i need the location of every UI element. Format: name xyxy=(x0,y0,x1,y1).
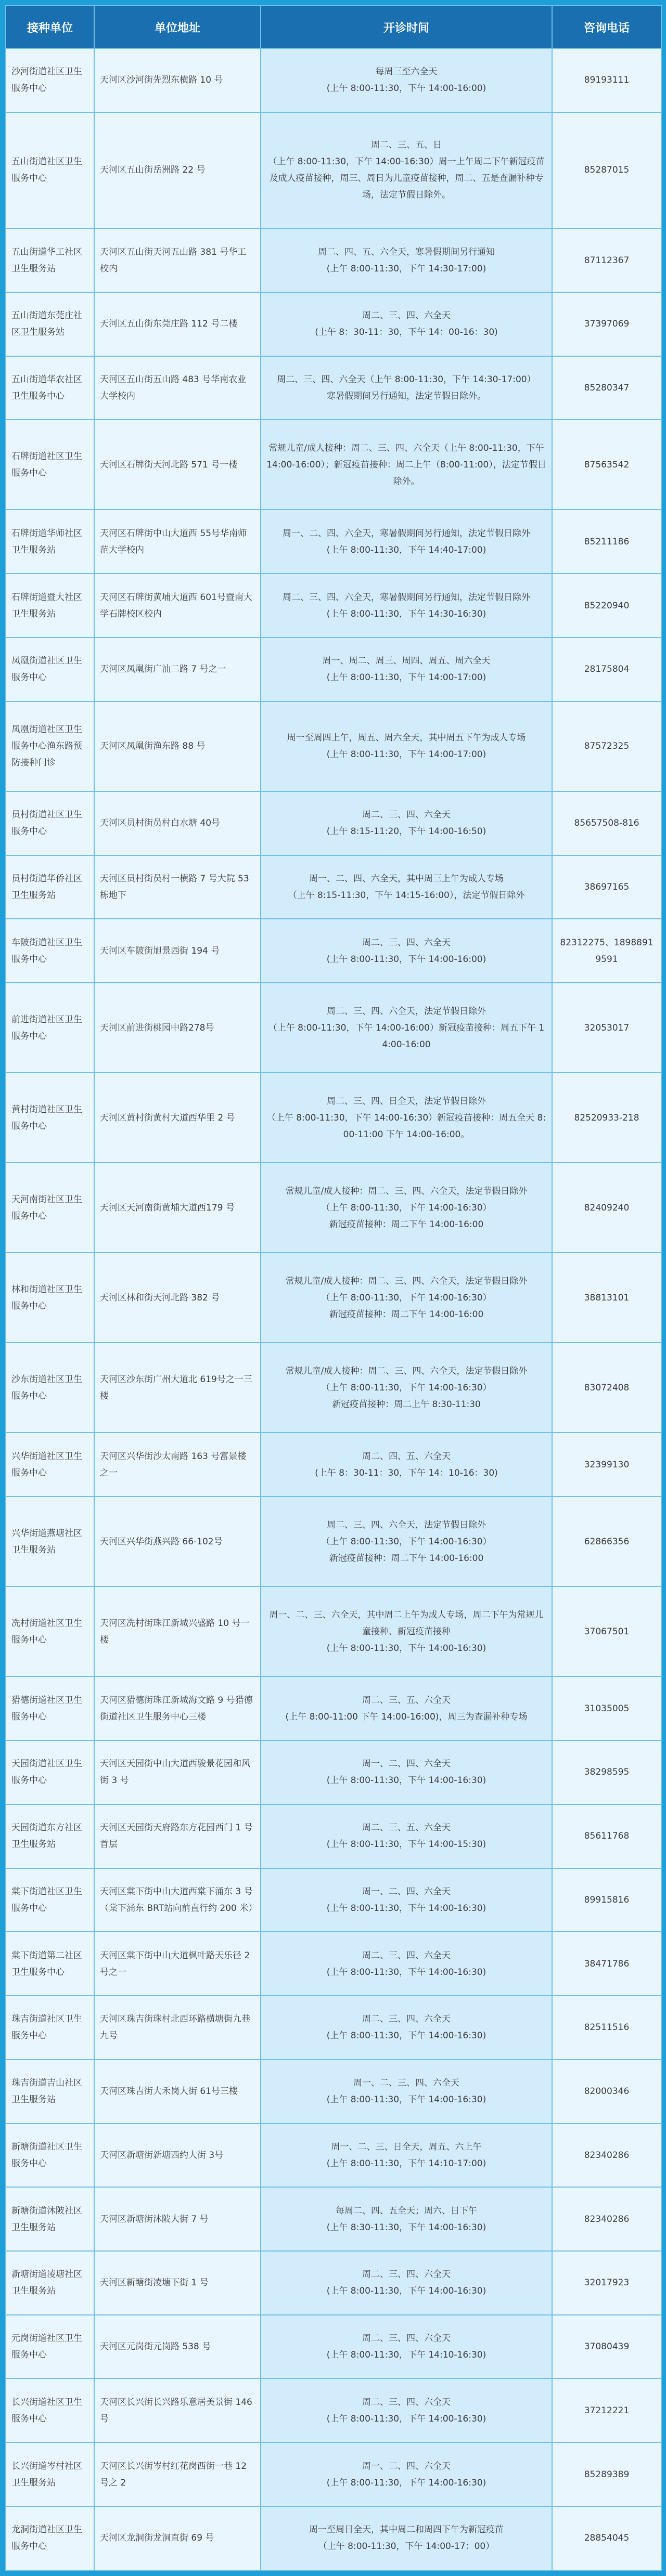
cell-address: 天河区林和街天河北路 382 号 xyxy=(94,1253,261,1343)
hours-line: （上午 8:00-11:30，下午 14:00-16:30） xyxy=(321,1382,492,1393)
hours-line: (上午 8:00-11:30，下午 14:00-16:30) xyxy=(326,1967,486,1977)
hours-line: 周二、三、四、六全天，法定节假日除外 xyxy=(327,1006,486,1017)
cell-address: 天河区兴华街沙太南路 163 号富景楼之一 xyxy=(94,1433,261,1497)
cell-address: 天河区凤凰街广汕二路 7 号之一 xyxy=(94,638,261,701)
cell-address: 天河区员村街员村一横路 7 号大院 53 栋地下 xyxy=(94,855,261,919)
hours-line: 周一、二、三、四、六全天 xyxy=(353,2078,459,2089)
hours-line: (上午 8:00-11:30，下午 14:30-16:30) xyxy=(326,608,486,619)
cell-unit: 黄村街道社区卫生服务中心 xyxy=(6,1073,94,1163)
hours-line: 周二、四、五、六全天，寒暑假期间另行通知 xyxy=(318,246,495,257)
cell-address: 天河区五山街东莞庄路 112 号二楼 xyxy=(94,292,261,356)
cell-hours xyxy=(261,292,552,356)
cell-address: 天河区棠下街中山大道枫叶路天乐径 2 号之一 xyxy=(94,1932,261,1996)
cell-phone: 85287015 xyxy=(552,112,661,228)
cell-hours xyxy=(261,228,552,292)
cell-unit: 珠吉街道吉山社区卫生服务站 xyxy=(6,2060,94,2124)
cell-hours xyxy=(261,983,552,1073)
cell-phone: 37397069 xyxy=(552,292,661,356)
hours-line: (上午 8:00-11:30，下午 14:10-16:30) xyxy=(326,2350,486,2361)
cell-address: 天河区新塘街新塘西约大街 3号 xyxy=(94,2124,261,2188)
cell-hours xyxy=(261,1740,552,1804)
cell-hours xyxy=(261,2315,552,2379)
table-row xyxy=(6,112,661,228)
hours-line: 新冠疫苗接种：周二上午 8:30-11:30 xyxy=(332,1399,481,1410)
table-row xyxy=(6,2060,661,2124)
table-row xyxy=(6,1996,661,2060)
cell-hours xyxy=(261,1253,552,1343)
hours-line: (上午 8:00-11:30，下午 14:00-16:30) xyxy=(326,2286,486,2297)
table-row xyxy=(6,228,661,292)
hours-line: 常规儿童/成人接种：周二、三、四、六全天，法定节假日除外 xyxy=(285,1365,528,1376)
hours-line: 周二、三、四、六全天 xyxy=(362,2333,451,2344)
hours-line: 常规儿童/成人接种：周二、三、四、六全天（上午 8:00-11:30，下午 14:00-16:00）；新冠疫苗接种：周二上午（8:00-11:00），法定节假日除外。 xyxy=(266,443,546,487)
cell-hours xyxy=(261,2187,552,2251)
cell-address: 天河区石牌街天河北路 571 号一楼 xyxy=(94,420,261,510)
hours-line: 周一、二、四、六全天 xyxy=(362,1886,451,1897)
table-row xyxy=(6,919,661,983)
hours-line: (上午 8:00-11:30，下午 14:00-16:00) xyxy=(326,83,486,94)
table-row xyxy=(6,1932,661,1996)
cell-phone: 83072408 xyxy=(552,1343,661,1433)
hours-line: (上午 8:00-11:30，下午 14:40-17:00) xyxy=(326,544,486,555)
hours-line: 周二、三、四、六全天 xyxy=(362,2269,451,2280)
header-phone: 咨询电话 xyxy=(552,6,661,48)
cell-hours xyxy=(261,48,552,112)
cell-address: 天河区沙东街广州大道北 619号之一三楼 xyxy=(94,1343,261,1433)
hours-line: 周二、三、四、六全天 xyxy=(362,937,451,948)
cell-address: 天河区新塘街沐陂大街 7 号 xyxy=(94,2187,261,2251)
cell-phone: 87112367 xyxy=(552,228,661,292)
cell-address: 天河区石牌街中山大道西 55号华南师范大学校内 xyxy=(94,510,261,574)
cell-phone: 31035005 xyxy=(552,1676,661,1740)
cell-phone: 85611768 xyxy=(552,1804,661,1868)
hours-line: 常规儿童/成人接种：周二、三、四、六全天，法定节假日除外 xyxy=(285,1276,528,1286)
hours-line: (上午 8:00-11:30，下午 14:00-15:30) xyxy=(326,1839,486,1850)
cell-phone: 82340286 xyxy=(552,2124,661,2188)
table-row xyxy=(6,1676,661,1740)
hours-line: 常规儿童/成人接种：周二、三、四、六全天，法定节假日除外 xyxy=(285,1186,528,1196)
cell-phone: 85289389 xyxy=(552,2442,661,2506)
cell-phone: 82409240 xyxy=(552,1163,661,1253)
table-body xyxy=(6,48,661,2570)
vaccination-schedule-table xyxy=(5,5,662,2571)
cell-phone: 62866356 xyxy=(552,1497,661,1586)
cell-unit: 五山街道华农社区卫生服务中心 xyxy=(6,356,94,420)
cell-phone: 89193111 xyxy=(552,48,661,112)
cell-phone: 85657508-816 xyxy=(552,791,661,855)
cell-unit: 员村街道华侨社区卫生服务站 xyxy=(6,855,94,919)
cell-phone: 37080439 xyxy=(552,2315,661,2379)
cell-address: 天河区前进街桃园中路278号 xyxy=(94,983,261,1073)
cell-hours xyxy=(261,1586,552,1676)
cell-hours xyxy=(261,574,552,638)
cell-address: 天河区天园街天府路东方花园西门 1 号首层 xyxy=(94,1804,261,1868)
cell-hours xyxy=(261,2506,552,2570)
cell-phone: 32399130 xyxy=(552,1433,661,1497)
table-row xyxy=(6,1804,661,1868)
hours-line: 周二、三、四、六全天 xyxy=(362,2014,451,2025)
hours-line: 周二、三、四、六全天 xyxy=(362,310,451,321)
cell-hours xyxy=(261,2251,552,2315)
table-row xyxy=(6,1343,661,1433)
cell-address: 天河区长兴街岑村红花岗西街一巷 12 号之 2 xyxy=(94,2442,261,2506)
cell-hours xyxy=(261,1163,552,1253)
cell-unit: 天园街道社区卫生服务中心 xyxy=(6,1740,94,1804)
cell-address: 天河区天园街中山大道西骏景花园和风街 3 号 xyxy=(94,1740,261,1804)
hours-line: （上午 8:15-11:30，下午 14:15-16:00），法定节假日除外 xyxy=(288,890,525,901)
table-row xyxy=(6,1433,661,1497)
hours-line: （上午 8:00-11:30，下午 14:00-16:30）周一上午周二下午新冠疫苗及成人疫苗接种，周三、周日为儿童疫苗接种，周二、五是查漏补种专场，法定节假日除外。 xyxy=(268,157,545,201)
hours-line: (上午 8:00-11:30，下午 14:00-16:30) xyxy=(326,1903,486,1914)
cell-phone: 82000346 xyxy=(552,2060,661,2124)
hours-line: 周二、三、四、六全天，法定节假日除外 xyxy=(327,1519,486,1530)
hours-line: (上午 8:00-11:30，下午 14:00-16:00) xyxy=(326,954,486,965)
cell-unit: 五山街道社区卫生服务中心 xyxy=(6,112,94,228)
hours-line: （上午 8:00-11:30，下午 14:00-16:00）新冠疫苗接种：周五下午 14:00-16:00 xyxy=(268,1022,545,1050)
hours-line: 周二、三、四、六全天 xyxy=(362,1950,451,1961)
cell-unit: 猎德街道社区卫生服务中心 xyxy=(6,1676,94,1740)
cell-hours xyxy=(261,2378,552,2442)
cell-unit: 凤凰街道社区卫生服务中心 xyxy=(6,638,94,701)
cell-address: 天河区五山街岳洲路 22 号 xyxy=(94,112,261,228)
cell-hours xyxy=(261,2442,552,2506)
cell-unit: 长兴街道社区卫生服务中心 xyxy=(6,2378,94,2442)
hours-line: 每周三至六全天 xyxy=(375,67,438,77)
cell-address: 天河区猎德街珠江新城海文路 9 号猎德街道社区卫生服务中心三楼 xyxy=(94,1676,261,1740)
hours-line: 周二、四、五、六全天 xyxy=(362,1451,451,1462)
table-row xyxy=(6,638,661,701)
cell-hours xyxy=(261,112,552,228)
cell-phone: 38697165 xyxy=(552,855,661,919)
cell-unit: 沙河街道社区卫生服务中心 xyxy=(6,48,94,112)
cell-unit: 新塘街道凌塘社区卫生服务站 xyxy=(6,2251,94,2315)
table-row xyxy=(6,574,661,638)
cell-unit: 兴华街道燕塘社区卫生服务站 xyxy=(6,1497,94,1586)
cell-address: 天河区五山街天河五山路 381 号华工校内 xyxy=(94,228,261,292)
cell-hours xyxy=(261,420,552,510)
cell-address: 天河区黄村街黄村大道西华里 2 号 xyxy=(94,1073,261,1163)
cell-unit: 凤凰街道社区卫生服务中心渔东路预防接种门诊 xyxy=(6,701,94,791)
cell-unit: 新塘街道社区卫生服务中心 xyxy=(6,2124,94,2188)
table-row xyxy=(6,292,661,356)
cell-unit: 棠下街道第二社区卫生服务中心 xyxy=(6,1932,94,1996)
hours-line: (上午 8:00-11:30，下午 14:00-16:30) xyxy=(326,1775,486,1786)
hours-line: 新冠疫苗接种：周二下午 14:00-16:00 xyxy=(329,1309,484,1320)
hours-line: （上午 8:00-11:30，下午 14:00-16:30）新冠疫苗接种：周五全天 8:00-11:00 下午 14:00-16:00。 xyxy=(266,1112,546,1140)
cell-unit: 石牌街道华师社区卫生服务站 xyxy=(6,510,94,574)
cell-address: 天河区员村街员村白水塘 40号 xyxy=(94,791,261,855)
cell-address: 天河区天河南街黄埔大道西179 号 xyxy=(94,1163,261,1253)
cell-unit: 珠吉街道社区卫生服务中心 xyxy=(6,1996,94,2060)
table-row xyxy=(6,2124,661,2188)
cell-address: 天河区冼村街珠江新城兴盛路 10 号一楼 xyxy=(94,1586,261,1676)
cell-phone: 87563542 xyxy=(552,420,661,510)
header-unit: 接种单位 xyxy=(6,6,94,48)
cell-phone: 38298595 xyxy=(552,1740,661,1804)
hours-line: 周二、三、五、六全天 xyxy=(362,1823,451,1833)
cell-hours xyxy=(261,356,552,420)
cell-hours xyxy=(261,1676,552,1740)
hours-line: 周一、二、四、六全天 xyxy=(362,1759,451,1770)
cell-hours xyxy=(261,701,552,791)
cell-hours xyxy=(261,1996,552,2060)
hours-line: 新冠疫苗接种：周二下午 14:00-16:00 xyxy=(329,1219,484,1230)
cell-unit: 五山街道华工社区卫生服务站 xyxy=(6,228,94,292)
cell-phone: 28854045 xyxy=(552,2506,661,2570)
cell-hours xyxy=(261,1497,552,1586)
cell-unit: 林和街道社区卫生服务中心 xyxy=(6,1253,94,1343)
table-row xyxy=(6,48,661,112)
hours-line: 周二、三、四、六全天 xyxy=(362,2397,451,2408)
hours-line: 周一、二、三、六全天，其中周二上午为成人专场，周二下午为常规儿童接种、新冠疫苗接种 xyxy=(269,1609,544,1637)
cell-phone: 85280347 xyxy=(552,356,661,420)
cell-address: 天河区新塘街凌塘下街 1 号 xyxy=(94,2251,261,2315)
schedule-table-wrapper xyxy=(5,5,661,2571)
hours-line: 周二、三、四、六全天 xyxy=(362,810,451,821)
cell-phone: 82520933-218 xyxy=(552,1073,661,1163)
cell-hours xyxy=(261,2060,552,2124)
cell-address: 天河区珠吉街大禾岗大街 61号三楼 xyxy=(94,2060,261,2124)
cell-address: 天河区石牌街黄埔大道西 601号暨南大学石牌校区校内 xyxy=(94,574,261,638)
hours-line: 每周二、四、五全天；周六、日下午 xyxy=(336,2205,477,2216)
table-row xyxy=(6,983,661,1073)
table-row xyxy=(6,2506,661,2570)
cell-unit: 五山街道东莞庄社区卫生服务站 xyxy=(6,292,94,356)
cell-hours xyxy=(261,1932,552,1996)
cell-phone: 82511516 xyxy=(552,1996,661,2060)
cell-address: 天河区沙河街先烈东横路 10 号 xyxy=(94,48,261,112)
table-row xyxy=(6,2187,661,2251)
cell-unit: 冼村街道社区卫生服务中心 xyxy=(6,1586,94,1676)
table-row xyxy=(6,420,661,510)
hours-line: （上午 8:00-11:30，下午 14:00-16:30） xyxy=(321,1202,492,1213)
hours-line: 周一至周四上午，周五、周六全天，其中周五下午为成人专场 xyxy=(287,733,526,744)
table-row xyxy=(6,2251,661,2315)
table-row xyxy=(6,510,661,574)
cell-phone: 37212221 xyxy=(552,2378,661,2442)
cell-hours xyxy=(261,791,552,855)
header-address: 单位地址 xyxy=(94,6,261,48)
cell-hours xyxy=(261,1804,552,1868)
cell-address: 天河区元岗街元岗路 538 号 xyxy=(94,2315,261,2379)
hours-line: (上午 8:00-11:30，下午 14:00-16:30) xyxy=(326,2413,486,2424)
cell-phone: 89915816 xyxy=(552,1868,661,1932)
hours-line: (上午 8:30-11:30，下午 14:00-16:30) xyxy=(326,2222,486,2233)
cell-hours xyxy=(261,638,552,701)
hours-line: (上午 8:00-11:30，下午 14:00-16:30) xyxy=(326,2094,486,2105)
cell-address: 天河区棠下街中山大道西棠下涌东 3 号（棠下涌东 BRT站向前直行约 200 米） xyxy=(94,1868,261,1932)
cell-phone: 28175804 xyxy=(552,638,661,701)
hours-line: 新冠疫苗接种：周二下午 14:00-16:00 xyxy=(329,1553,484,1564)
hours-line: (上午 8：30-11：30，下午 14：00-16：30) xyxy=(315,327,498,338)
hours-line: （上午 8:00-11:30，下午 14:00-17：00） xyxy=(318,2541,495,2552)
table-row xyxy=(6,356,661,420)
table-row xyxy=(6,1497,661,1586)
cell-unit: 兴华街道社区卫生服务中心 xyxy=(6,1433,94,1497)
cell-hours xyxy=(261,855,552,919)
hours-line: (上午 8:00-11:30，下午 14:00-17:00) xyxy=(326,749,486,760)
cell-phone: 37067501 xyxy=(552,1586,661,1676)
cell-hours xyxy=(261,1073,552,1163)
cell-unit: 车陂街道社区卫生服务中心 xyxy=(6,919,94,983)
cell-unit: 新塘街道沐陂社区卫生服务站 xyxy=(6,2187,94,2251)
hours-line: 周二、三、四、日全天，法定节假日除外 xyxy=(327,1096,486,1107)
table-row xyxy=(6,2378,661,2442)
cell-unit: 长兴街道岑村社区卫生服务站 xyxy=(6,2442,94,2506)
hours-line: （上午 8:00-11:30，下午 14:00-16:30） xyxy=(321,1536,492,1547)
table-row xyxy=(6,1868,661,1932)
hours-line: 周二、三、四、六全天，寒暑假期间另行通知，法定节假日除外 xyxy=(283,592,530,603)
cell-address: 天河区龙洞街龙洞直街 69 号 xyxy=(94,2506,261,2570)
table-row xyxy=(6,701,661,791)
cell-address: 天河区凤凰街渔东路 88 号 xyxy=(94,701,261,791)
cell-phone: 87572325 xyxy=(552,701,661,791)
hours-line: (上午 8:00-11:30，下午 14:00-16:30) xyxy=(326,2031,486,2041)
header-hours: 开诊时间 xyxy=(261,6,552,48)
hours-line: 周二、三、五、日 xyxy=(371,140,442,151)
table-row xyxy=(6,2315,661,2379)
cell-phone: 82340286 xyxy=(552,2187,661,2251)
cell-unit: 天河南街社区卫生服务中心 xyxy=(6,1163,94,1253)
cell-address: 天河区五山街五山路 483 号华南农业大学校内 xyxy=(94,356,261,420)
hours-line: (上午 8：30-11：30，下午 14：10-16：30) xyxy=(315,1467,498,1478)
cell-hours xyxy=(261,1433,552,1497)
cell-phone: 38813101 xyxy=(552,1253,661,1343)
cell-unit: 棠下街道社区卫生服务中心 xyxy=(6,1868,94,1932)
table-row xyxy=(6,1740,661,1804)
table-row xyxy=(6,2442,661,2506)
table-row xyxy=(6,791,661,855)
cell-unit: 石牌街道暨大社区卫生服务站 xyxy=(6,574,94,638)
cell-phone: 82312275、18988919591 xyxy=(552,919,661,983)
cell-unit: 石牌街道社区卫生服务中心 xyxy=(6,420,94,510)
cell-phone: 85220940 xyxy=(552,574,661,638)
table-header-row xyxy=(6,6,661,48)
cell-unit: 沙东街道社区卫生服务中心 xyxy=(6,1343,94,1433)
hours-line: 周二、三、四、六全天（上午 8:00-11:30，下午 14:30-17:00） xyxy=(277,374,536,385)
cell-unit: 员村街道社区卫生服务中心 xyxy=(6,791,94,855)
hours-line: 周一、周二、周三、周四、周五、周六全天 xyxy=(322,656,491,667)
hours-line: (上午 8:00-11:30，下午 14:00-16:30) xyxy=(326,2477,486,2488)
cell-unit: 天园街道东方社区卫生服务站 xyxy=(6,1804,94,1868)
cell-phone: 38471786 xyxy=(552,1932,661,1996)
hours-line: (上午 8:00-11:30，下午 14:00-17:00) xyxy=(326,672,486,683)
hours-line: (上午 8:00-11:30，下午 14:30-17:00) xyxy=(326,263,486,274)
hours-line: (上午 8:00-11:30，下午 14:00-16:30) xyxy=(326,1643,486,1654)
hours-line: （上午 8:00-11:30，下午 14:00-16:30） xyxy=(321,1292,492,1303)
cell-address: 天河区车陂街旭景西街 194 号 xyxy=(94,919,261,983)
cell-phone: 85211186 xyxy=(552,510,661,574)
cell-address: 天河区长兴街长兴路乐意居美景街 146 号 xyxy=(94,2378,261,2442)
hours-line: 周二、三、五、六全天 xyxy=(362,1695,451,1706)
hours-line: (上午 8:00-11:00 下午 14:00-16:00)，周三为查漏补种专场 xyxy=(285,1711,528,1722)
table-row xyxy=(6,1586,661,1676)
table-row xyxy=(6,855,661,919)
cell-hours xyxy=(261,2124,552,2188)
cell-phone: 32053017 xyxy=(552,983,661,1073)
cell-unit: 元岗街道社区卫生服务中心 xyxy=(6,2315,94,2379)
hours-line: 周一、二、四、六全天，寒暑假期间另行通知，法定节假日除外 xyxy=(283,528,530,539)
table-row xyxy=(6,1253,661,1343)
cell-hours xyxy=(261,510,552,574)
cell-hours xyxy=(261,919,552,983)
cell-address: 天河区兴华街燕兴路 66-102号 xyxy=(94,1497,261,1586)
cell-phone: 32017923 xyxy=(552,2251,661,2315)
hours-line: 周一、二、四、六全天 xyxy=(362,2461,451,2471)
hours-line: 寒暑假期间另行通知，法定节假日除外。 xyxy=(327,391,486,402)
table-row xyxy=(6,1073,661,1163)
hours-line: 周一、二、三、日全天，周五、六上午 xyxy=(331,2141,482,2152)
hours-line: (上午 8:15-11:20，下午 14:00-16:50) xyxy=(326,826,486,837)
table-row xyxy=(6,1163,661,1253)
cell-hours xyxy=(261,1343,552,1433)
cell-unit: 前进街道社区卫生服务中心 xyxy=(6,983,94,1073)
cell-unit: 龙洞街道社区卫生服务中心 xyxy=(6,2506,94,2570)
cell-address: 天河区珠吉街珠村北西环路横塘街九巷九号 xyxy=(94,1996,261,2060)
hours-line: 周一至周日全天，其中周二和周四下午为新冠疫苗 xyxy=(309,2525,504,2535)
hours-line: 周一、二、四、六全天，其中周三上午为成人专场 xyxy=(309,873,504,884)
hours-line: (上午 8:00-11:30，下午 14:10-17:00) xyxy=(326,2158,486,2169)
cell-hours xyxy=(261,1868,552,1932)
